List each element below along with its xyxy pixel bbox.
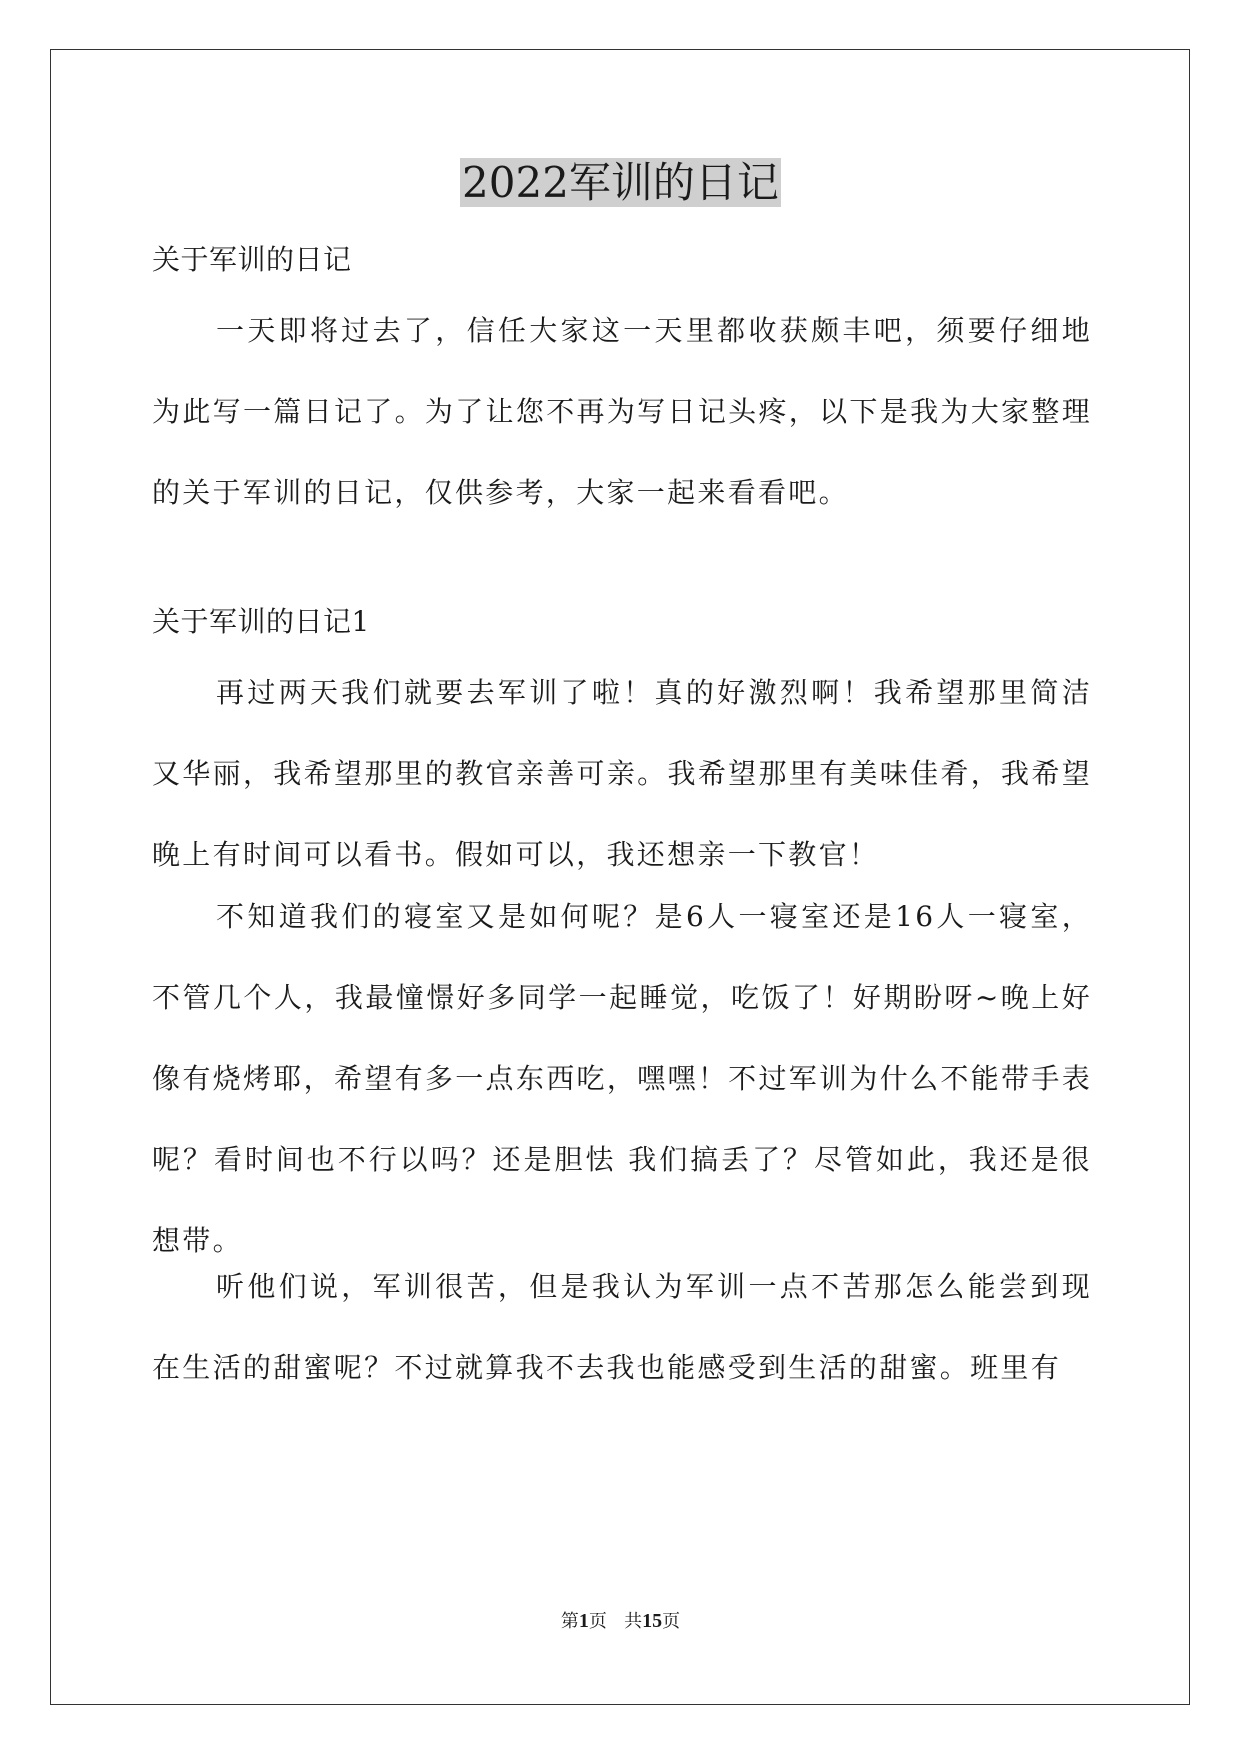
total-pages: 15 [642,1610,663,1632]
page-number: 1 [578,1610,589,1632]
total-prefix: 共 [624,1611,643,1632]
body-paragraph-2: 不知道我们的寝室又是如何呢？是6人一寝室还是16人一寝室，不管几个人，我最憧憬好多同学一起睡觉，吃饭了！好期盼呀~晚上好像有烧烤耶，希望有多一点东西吃，嘿嘿！不过军训为什么不能带手表呢？看时间也不行以吗？还是胆怯 我们搞丢了？尽管如此，我还是很想带。 [152,900,1092,1257]
page-prefix: 第 [560,1611,579,1632]
page-suffix: 页 [588,1611,607,1632]
document-title-text: 2022军训的日记 [462,158,779,207]
body-paragraph-3: 听他们说，军训很苦，但是我认为军训一点不苦那怎么能尝到现在生活的甜蜜呢？不过就算我不去我也能感受到生活的甜蜜。班里有 [152,1270,1092,1384]
document-subtitle: 关于军训的日记 [152,243,352,276]
total-suffix: 页 [662,1611,681,1632]
document-title [0,155,1241,211]
section-heading: 关于军训的日记1 [152,605,370,638]
intro-paragraph: 一天即将过去了，信任大家这一天里都收获颇丰吧，须要仔细地为此写一篇日记了。为了让您不再为写日记头疼，以下是我为大家整理的关于军训的日记，仅供参考，大家一起来看看吧。 [152,314,1092,509]
page-footer [0,1608,1241,1635]
body-paragraph-1: 再过两天我们就要去军训了啦！真的好激烈啊！我希望那里简洁又华丽，我希望那里的教官亲善可亲。我希望那里有美味佳肴，我希望晚上有时间可以看书。假如可以，我还想亲一下教官！ [152,676,1092,871]
